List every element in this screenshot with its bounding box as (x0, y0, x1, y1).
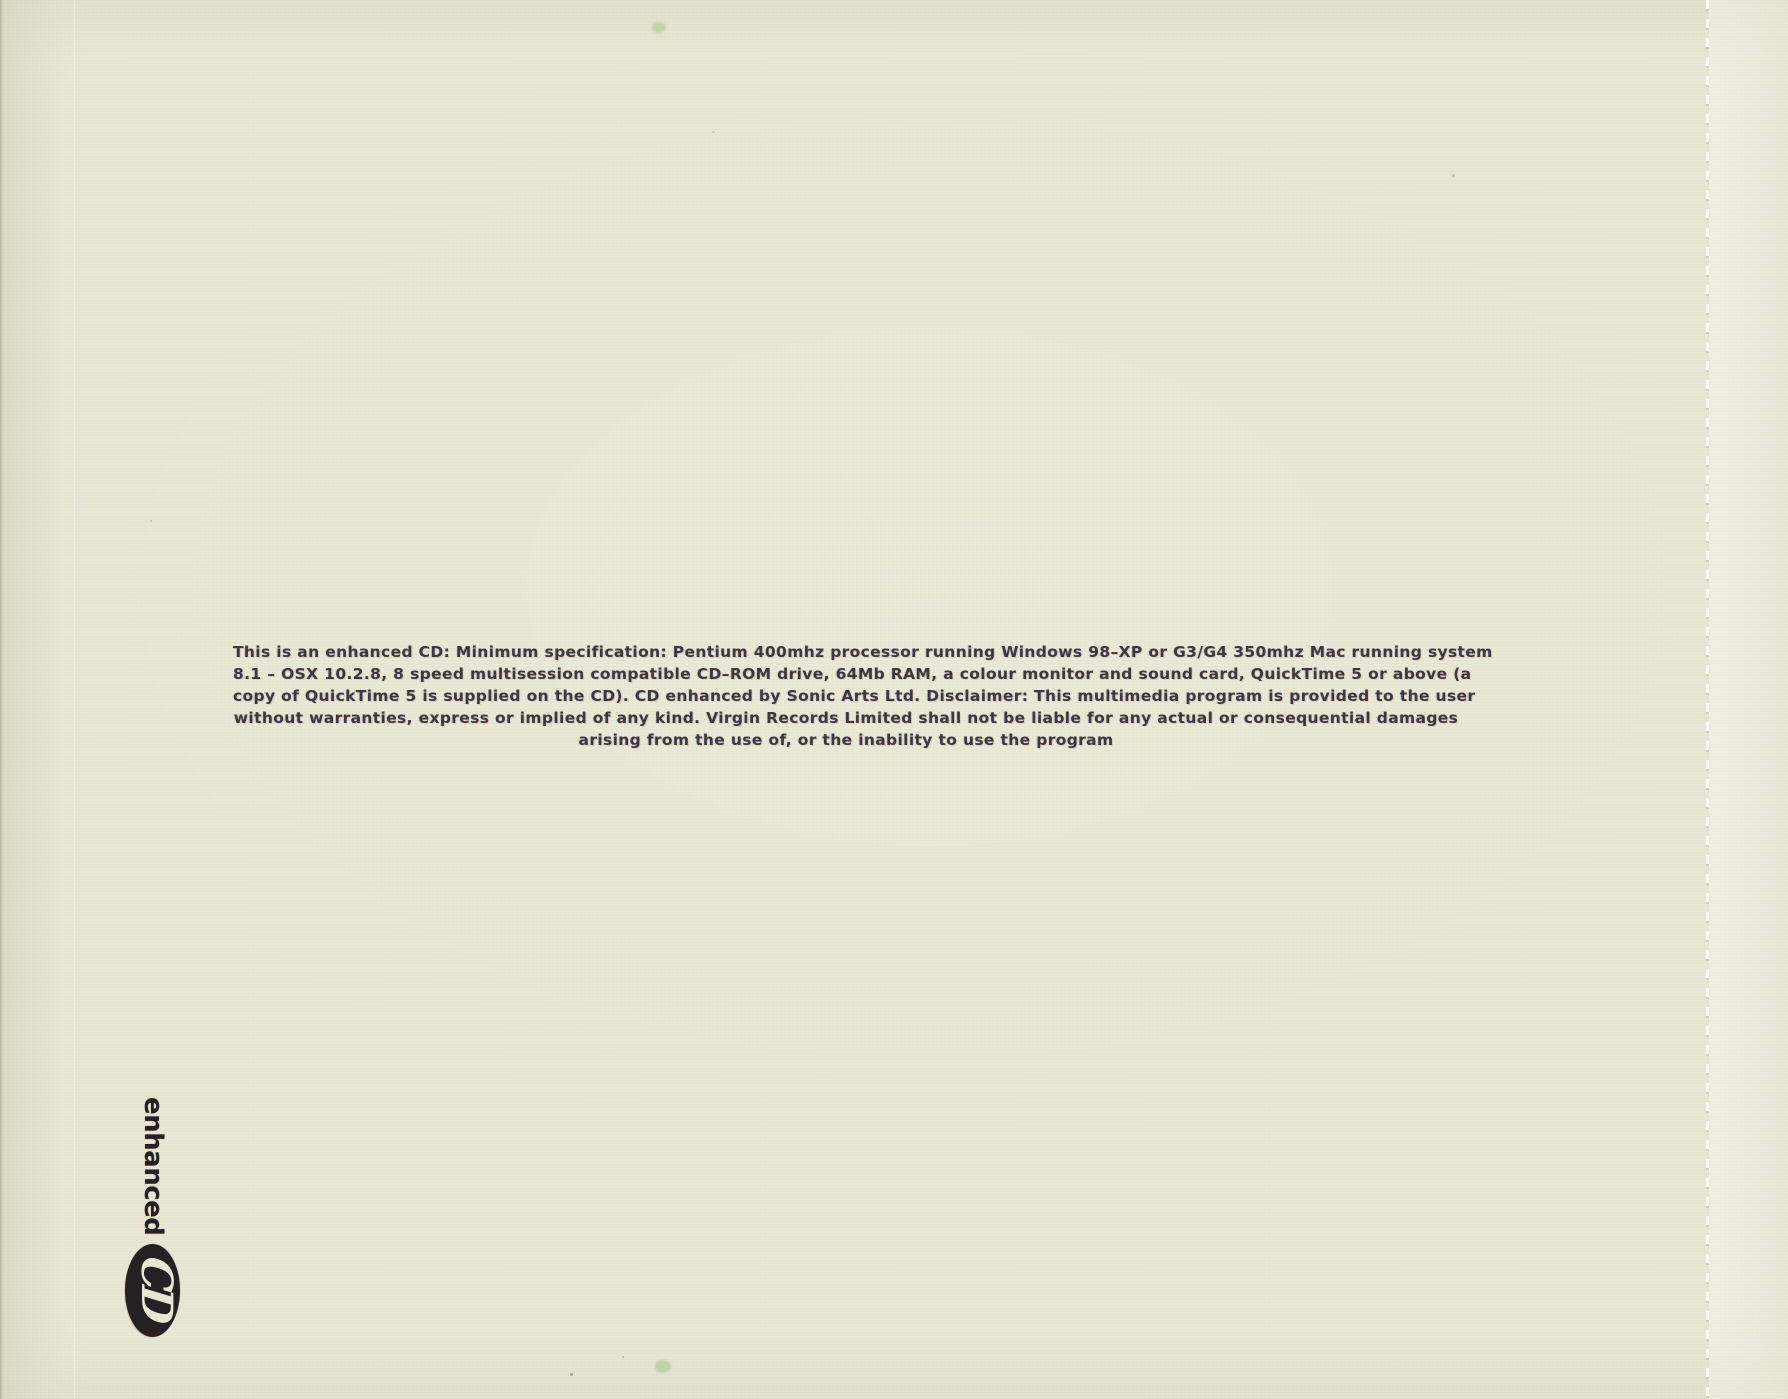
enhanced-cd-logo (120, 1097, 186, 1337)
enhanced-cd-logo-wordmark: enhanced (138, 1097, 168, 1236)
enhanced-cd-oval-icon (126, 1244, 181, 1337)
scan-speck (150, 520, 152, 522)
disclaimer-line: without warranties, express or implied of any kind. Virgin Records Limited shall not be liable for any actual or consequential damages (233, 709, 1459, 727)
scan-speck (655, 1360, 671, 1373)
scan-speck (570, 1373, 573, 1376)
scan-speck (652, 22, 666, 33)
scan-speck (1452, 174, 1455, 177)
right-edge-strip (1709, 0, 1788, 1399)
scan-speck (712, 131, 715, 133)
disclaimer-line: This is an enhanced CD: Minimum specification: Pentium 400mhz processor running Windows 98–XP or G3/G4 350mhz Mac running system (233, 643, 1493, 661)
disclaimer-line: copy of QuickTime 5 is supplied on the CD). CD enhanced by Sonic Arts Ltd. Disclaimer: This multimedia program is provided to the user (233, 687, 1476, 705)
disclaimer-line: 8.1 – OSX 10.2.8, 8 speed multisession compatible CD–ROM drive, 64Mb RAM, a colour monitor and sound card, QuickTime 5 or above (a (233, 665, 1472, 683)
scan-speck (622, 1356, 624, 1358)
cd-lettering: CD (131, 1254, 181, 1322)
fold-crease-left (73, 0, 76, 1399)
disclaimer-text-block (233, 641, 1493, 751)
disclaimer-line: arising from the use of, or the inability to use the program (578, 731, 1114, 749)
